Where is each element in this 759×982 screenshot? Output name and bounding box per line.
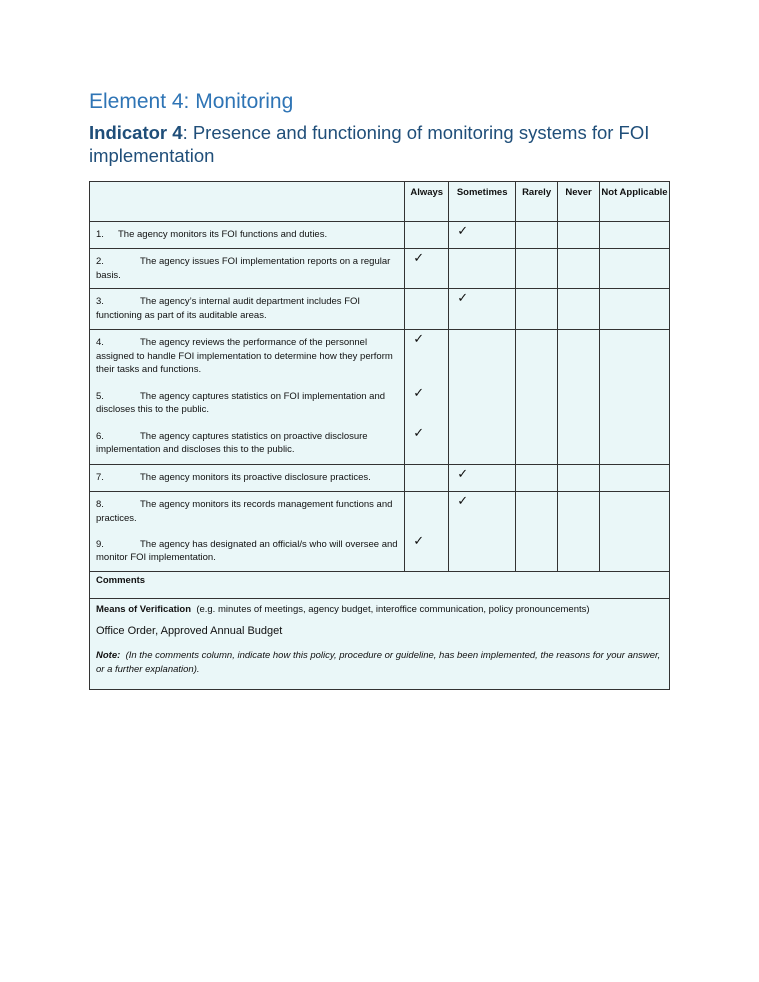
- check-icon: ✓: [413, 250, 425, 265]
- answer-cell-always[interactable]: [405, 222, 449, 249]
- table-row: [90, 492, 670, 532]
- table-row: [90, 222, 670, 249]
- check-icon: ✓: [413, 384, 425, 400]
- header-always: Always: [405, 182, 449, 222]
- answer-cell-sometimes[interactable]: [449, 330, 516, 465]
- answer-cell-always[interactable]: [405, 465, 449, 492]
- table-row: [90, 465, 670, 492]
- check-icon: ✓: [413, 331, 425, 346]
- header-row: [90, 182, 670, 222]
- question-number: 3.: [96, 296, 104, 307]
- answer-cell-never[interactable]: [558, 222, 600, 249]
- answer-cell-always[interactable]: [405, 249, 449, 289]
- header-sometimes: Sometimes: [449, 182, 516, 222]
- question-number: 6.: [96, 430, 104, 442]
- answer-cell-sometimes[interactable]: [449, 289, 516, 330]
- answer-cell-not-applicable[interactable]: [600, 222, 670, 249]
- verification-hint: (e.g. minutes of meetings, agency budget, interoffice communication, policy pronouncements): [196, 604, 590, 615]
- comments-row: [90, 572, 670, 599]
- comments-cell[interactable]: [90, 572, 670, 599]
- check-icon: ✓: [457, 493, 469, 508]
- answer-cell-not-applicable[interactable]: [600, 492, 670, 572]
- check-icon: ✓: [457, 466, 469, 481]
- answer-cell-rarely[interactable]: [516, 465, 558, 492]
- question-text: The agency captures statistics on proactive disclosure implementation and discloses this to the public.: [96, 430, 368, 455]
- answer-cell-rarely[interactable]: [516, 249, 558, 289]
- answer-cell-sometimes[interactable]: [449, 532, 516, 572]
- question-text: The agency monitors its proactive disclosure practices.: [140, 472, 371, 483]
- answer-cell-sometimes[interactable]: [449, 222, 516, 249]
- indicator-heading: [89, 121, 689, 167]
- answer-cell-always[interactable]: [405, 424, 449, 465]
- answer-cell-not-applicable[interactable]: [600, 465, 670, 492]
- check-icon: ✓: [457, 223, 469, 238]
- check-icon: ✓: [413, 424, 425, 440]
- header-not-applicable: Not Applicable: [600, 182, 670, 222]
- header-never: Never: [558, 182, 600, 222]
- question-number: 9.: [96, 538, 104, 550]
- note: [96, 649, 663, 677]
- header-question: [90, 182, 405, 222]
- question-cell: [90, 532, 405, 572]
- answer-cell-rarely[interactable]: [516, 492, 558, 572]
- answer-cell-not-applicable[interactable]: [600, 330, 670, 465]
- check-icon: ✓: [413, 532, 425, 548]
- answer-cell-always[interactable]: [405, 384, 449, 424]
- indicator-text: : Presence and functioning of monitoring systems for FOI implementation: [89, 122, 650, 166]
- question-cell: [90, 424, 405, 465]
- answer-cell-always[interactable]: [405, 330, 449, 384]
- verification-cell: [90, 599, 670, 690]
- answer-cell-not-applicable[interactable]: [600, 249, 670, 289]
- question-number: 8.: [96, 499, 104, 510]
- question-cell: [90, 330, 405, 384]
- answer-cell-always[interactable]: [405, 289, 449, 330]
- answer-cell-not-applicable[interactable]: [600, 289, 670, 330]
- question-number: 2.: [96, 256, 104, 267]
- answer-cell-never[interactable]: [558, 330, 600, 465]
- question-cell: [90, 465, 405, 492]
- answer-cell-rarely[interactable]: [516, 222, 558, 249]
- answer-cell-sometimes[interactable]: [449, 249, 516, 289]
- question-text: The agency monitors its records management functions and practices.: [96, 499, 393, 524]
- verification-row: [90, 599, 670, 690]
- question-text: The agency’s internal audit department includes FOI functioning as part of its auditable areas.: [96, 296, 361, 321]
- table-row: [90, 249, 670, 289]
- comments-label: Comments: [96, 575, 146, 586]
- monitoring-table: [89, 181, 670, 690]
- answer-cell-sometimes[interactable]: [449, 492, 516, 532]
- verification-value[interactable]: Office Order, Approved Annual Budget: [96, 625, 283, 637]
- answer-cell-never[interactable]: [558, 465, 600, 492]
- question-cell: [90, 492, 405, 532]
- check-icon: ✓: [457, 290, 469, 305]
- question-text: The agency reviews the performance of the personnel assigned to handle FOI implementation to determine how they perform their tasks and functions.: [96, 337, 393, 375]
- question-text: The agency captures statistics on FOI implementation and discloses this to the public.: [96, 390, 386, 415]
- question-number: 5.: [96, 390, 104, 402]
- answer-cell-never[interactable]: [558, 249, 600, 289]
- verification-label: Means of Verification: [96, 604, 192, 615]
- question-cell: [90, 289, 405, 330]
- question-cell: [90, 384, 405, 424]
- question-text: The agency issues FOI implementation reports on a regular basis.: [96, 256, 391, 281]
- answer-cell-rarely[interactable]: [516, 289, 558, 330]
- answer-cell-sometimes[interactable]: [449, 465, 516, 492]
- table-row: [90, 289, 670, 330]
- question-number: 7.: [96, 472, 104, 483]
- answer-cell-always[interactable]: [405, 532, 449, 572]
- question-cell: [90, 249, 405, 289]
- indicator-label: Indicator 4: [89, 122, 183, 143]
- header-rarely: Rarely: [516, 182, 558, 222]
- question-text: The agency has designated an official/s who will oversee and monitor FOI implementation.: [96, 538, 398, 563]
- answer-cell-always[interactable]: [405, 492, 449, 532]
- table-row: [90, 330, 670, 384]
- answer-cell-never[interactable]: [558, 492, 600, 572]
- answer-cell-never[interactable]: [558, 289, 600, 330]
- answer-cell-rarely[interactable]: [516, 330, 558, 465]
- question-number: 1.: [96, 229, 104, 240]
- question-cell: [90, 222, 405, 249]
- verification-heading: [96, 603, 663, 616]
- element-heading: Element 4: Monitoring: [89, 90, 294, 113]
- question-text: The agency monitors its FOI functions and duties.: [118, 229, 328, 240]
- note-text: (In the comments column, indicate how this policy, procedure or guideline, has been implemented, the reasons for your answer, or a further explanation).: [96, 650, 661, 675]
- note-label: Note:: [96, 650, 121, 661]
- question-number: 4.: [96, 337, 104, 348]
